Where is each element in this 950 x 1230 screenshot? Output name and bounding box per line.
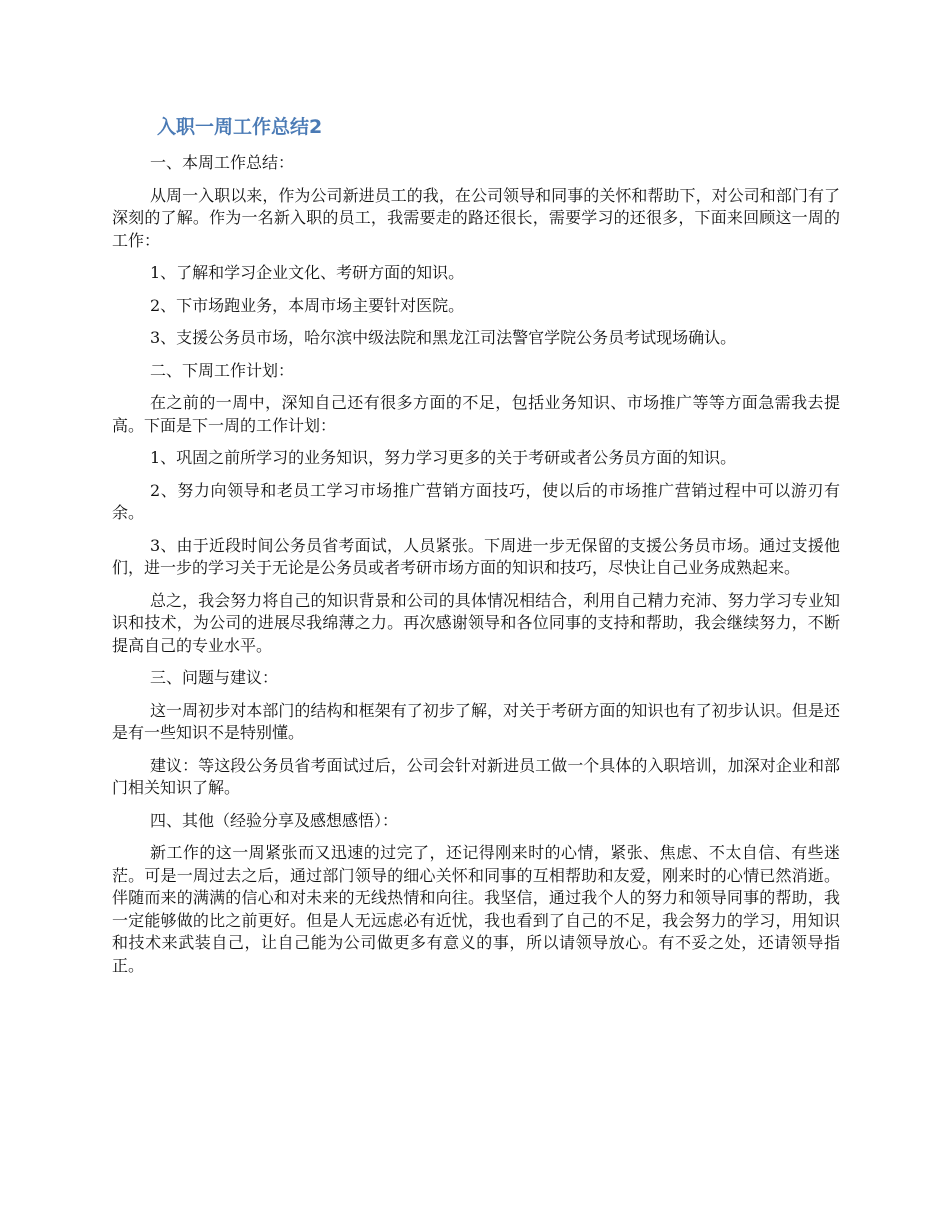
paragraph-suggestion: 建议：等这段公务员省考面试过后，公司会针对新进员工做一个具体的入职培训，加深对企业和部门相关知识了解。 bbox=[112, 755, 840, 797]
list-item-plan-3: 3、由于近段时间公务员省考面试，人员紧张。下周进一步无保留的支援公务员市场。通过支援他们，进一步的学习关于无论是公务员或者考研市场方面的知识和技巧，尽快让自己业务成熟起来。 bbox=[112, 535, 840, 577]
list-item-summary-3: 3、支援公务员市场，哈尔滨中级法院和黑龙江司法警官学院公务员考试现场确认。 bbox=[150, 328, 737, 347]
document-title: 入职一周工作总结2 bbox=[157, 116, 323, 138]
paragraph-issues: 这一周初步对本部门的结构和框架有了初步了解，对关于考研方面的知识也有了初步认识。但是还是有一些知识不是特别懂。 bbox=[112, 700, 840, 742]
section-heading-plan: 二、下周工作计划： bbox=[150, 360, 295, 380]
paragraph-conclusion: 总之，我会努力将自己的知识背景和公司的具体情况相结合，利用自己精力充沛、努力学习专业知识和技术，为公司的进展尽我绵薄之力。再次感谢领导和各位同事的支持和帮助，我会继续努力，不断提高自己的专业水平。 bbox=[112, 590, 840, 655]
paragraph-intro: 从周一入职以来，作为公司新进员工的我，在公司领导和同事的关怀和帮助下，对公司和部门有了深刻的了解。作为一名新入职的员工，我需要走的路还很长，需要学习的还很多，下面来回顾这一周的工作： bbox=[112, 185, 840, 250]
list-item-plan-2: 2、努力向领导和老员工学习市场推广营销方面技巧，使以后的市场推广营销过程中可以游刃有余。 bbox=[112, 480, 840, 522]
document-body bbox=[112, 152, 840, 987]
paragraph-plan-intro: 在之前的一周中，深知自己还有很多方面的不足，包括业务知识、市场推广等等方面急需我去提高。下面是下一周的工作计划： bbox=[112, 393, 840, 435]
list-item-summary-1: 1、了解和学习企业文化、考研方面的知识。 bbox=[150, 263, 465, 282]
paragraph-reflection: 新工作的这一周紧张而又迅速的过完了，还记得刚来时的心情，紧张、焦虑、不太自信、有些迷茫。可是一周过去之后，通过部门领导的细心关怀和同事的互相帮助和友爱，刚来时的心情已然消逝。伴随而来的满满的信心和对未来的无线热情和向往。我坚信，通过我个人的努力和领导同事的帮助，我一定能够做的比之前更好。但是人无远虑必有近忧，我也看到了自己的不足，我会努力的学习，用知识和技术来武装自己，让自己能为公司做更多有意义的事，所以请领导放心。有不妥之处，还请领导指正。 bbox=[112, 843, 840, 975]
section-heading-summary: 一、本周工作总结： bbox=[150, 153, 295, 172]
list-item-plan-1: 1、巩固之前所学习的业务知识，努力学习更多的关于考研或者公务员方面的知识。 bbox=[150, 448, 737, 467]
section-heading-other: 四、其他（经验分享及感想感悟）： bbox=[150, 810, 399, 830]
section-heading-issues: 三、问题与建议： bbox=[150, 668, 279, 687]
list-item-summary-2: 2、下市场跑业务，本周市场主要针对医院。 bbox=[150, 295, 465, 315]
